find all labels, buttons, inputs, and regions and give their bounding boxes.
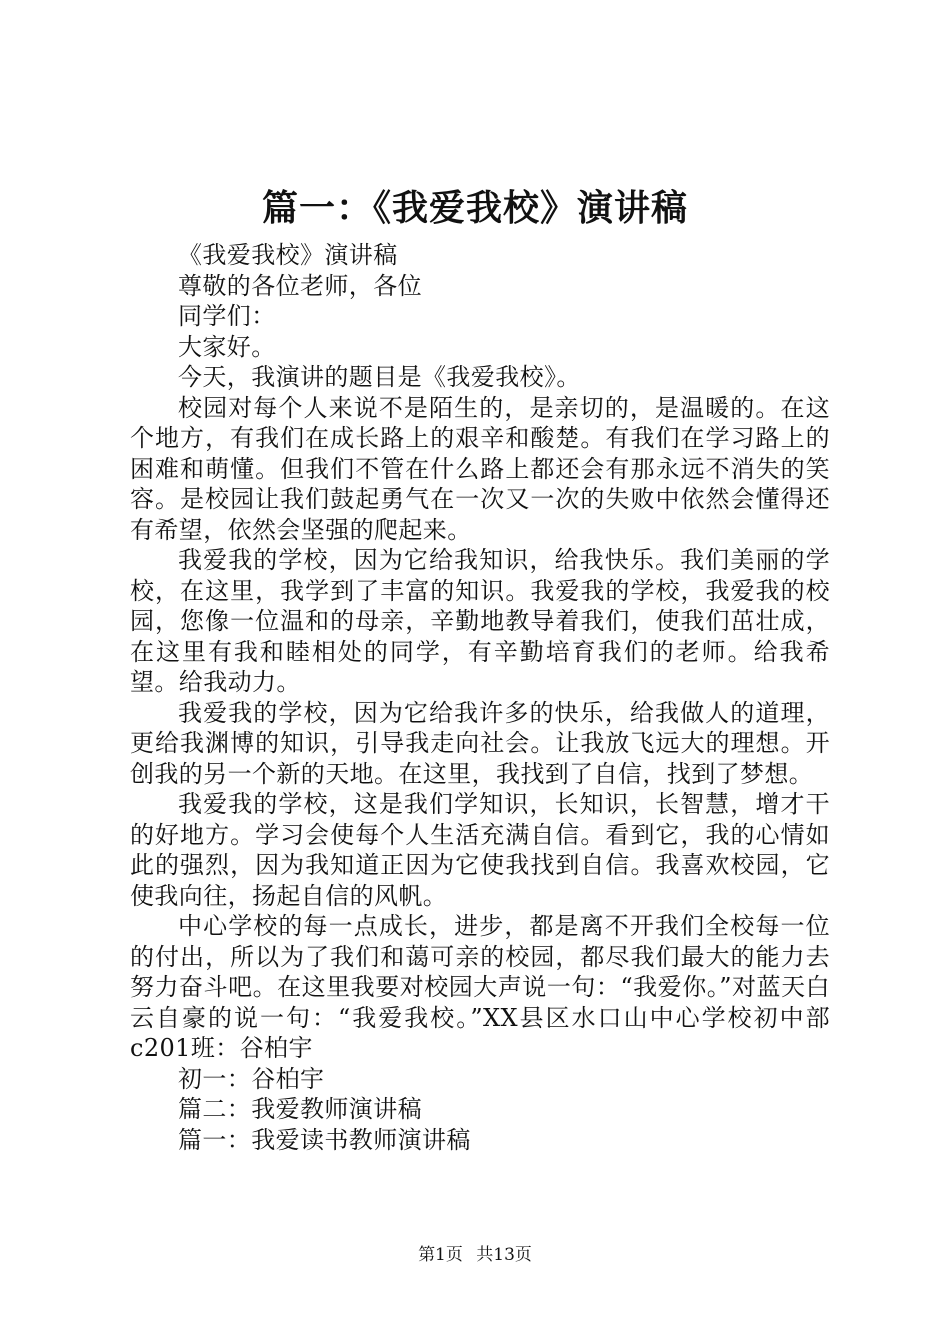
paragraph-section-heading: 篇二：我爱教师演讲稿 xyxy=(178,1095,422,1123)
page-number: 第1页 xyxy=(418,1245,463,1265)
paragraph-greeting: 大家好。 xyxy=(178,332,276,361)
paragraph-section-heading: 篇一：我爱读书教师演讲稿 xyxy=(178,1125,471,1154)
page-total: 共13页 xyxy=(476,1245,532,1265)
paragraph-body: 我爱我的学校，因为它给我许多的快乐，给我做人的道理，更给我渊博的知识，引导我走向社会。让我放飞远大的理想。开创我的另一个新的天地。在这里，我找到了自信，找到了梦想。 xyxy=(130,698,830,788)
paragraph-body: 我爱我的学校，因为它给我知识，给我快乐。我们美丽的学校，在这里，我学到了丰富的知识。我爱我的学校，我爱我的校园，您像一位温和的母亲，辛勤地教导着我们，使我们茁壮成，在这里有我和睦相处的同学，有辛勤培育我们的老师。给我希望。给我动力。 xyxy=(130,546,830,696)
paragraph-salutation: 尊敬的各位老师，各位 xyxy=(178,271,422,300)
paragraph-body: 我爱我的学校，这是我们学知识，长知识，长智慧，增才干的好地方。学习会使每个人生活充满自信。看到它，我的心情如此的强烈，因为我知道正因为它使我找到自信。我喜欢校园，它使我向往，扬起自信的风帆。 xyxy=(130,790,830,910)
paragraph-salutation-cont: 同学们： xyxy=(178,302,276,330)
paragraph-body: 中心学校的每一点成长，进步，都是离不开我们全校每一位的付出，所以为了我们和蔼可亲的校园，都尽我们最大的能力去努力奋斗吧。在这里我要对校园大声说一句：“我爱你。”对蓝天白云自豪的说一句：“我爱我校。”XX县区水口山中心学校初中部c201班：谷柏宇 xyxy=(130,912,830,1062)
document-body xyxy=(130,240,830,1155)
paragraph-heading: 《我爱我校》演讲稿 xyxy=(178,241,398,269)
page-footer xyxy=(0,1244,950,1266)
paragraph-body: 校园对每个人来说不是陌生的，是亲切的，是温暖的。在这个地方，有我们在成长路上的艰辛和酸楚。有我们在学习路上的困难和萌懂。但我们不管在什么路上都还会有那永远不消失的笑容。是校园让我们鼓起勇气在一次又一次的失败中依然会懂得还有希望，依然会坚强的爬起来。 xyxy=(130,393,830,544)
page-title: 篇一：《我爱我校》演讲稿 xyxy=(261,187,688,229)
paragraph-topic: 今天，我演讲的题目是《我爱我校》。 xyxy=(178,363,581,391)
paragraph-author: 初一：谷柏宇 xyxy=(178,1064,325,1093)
